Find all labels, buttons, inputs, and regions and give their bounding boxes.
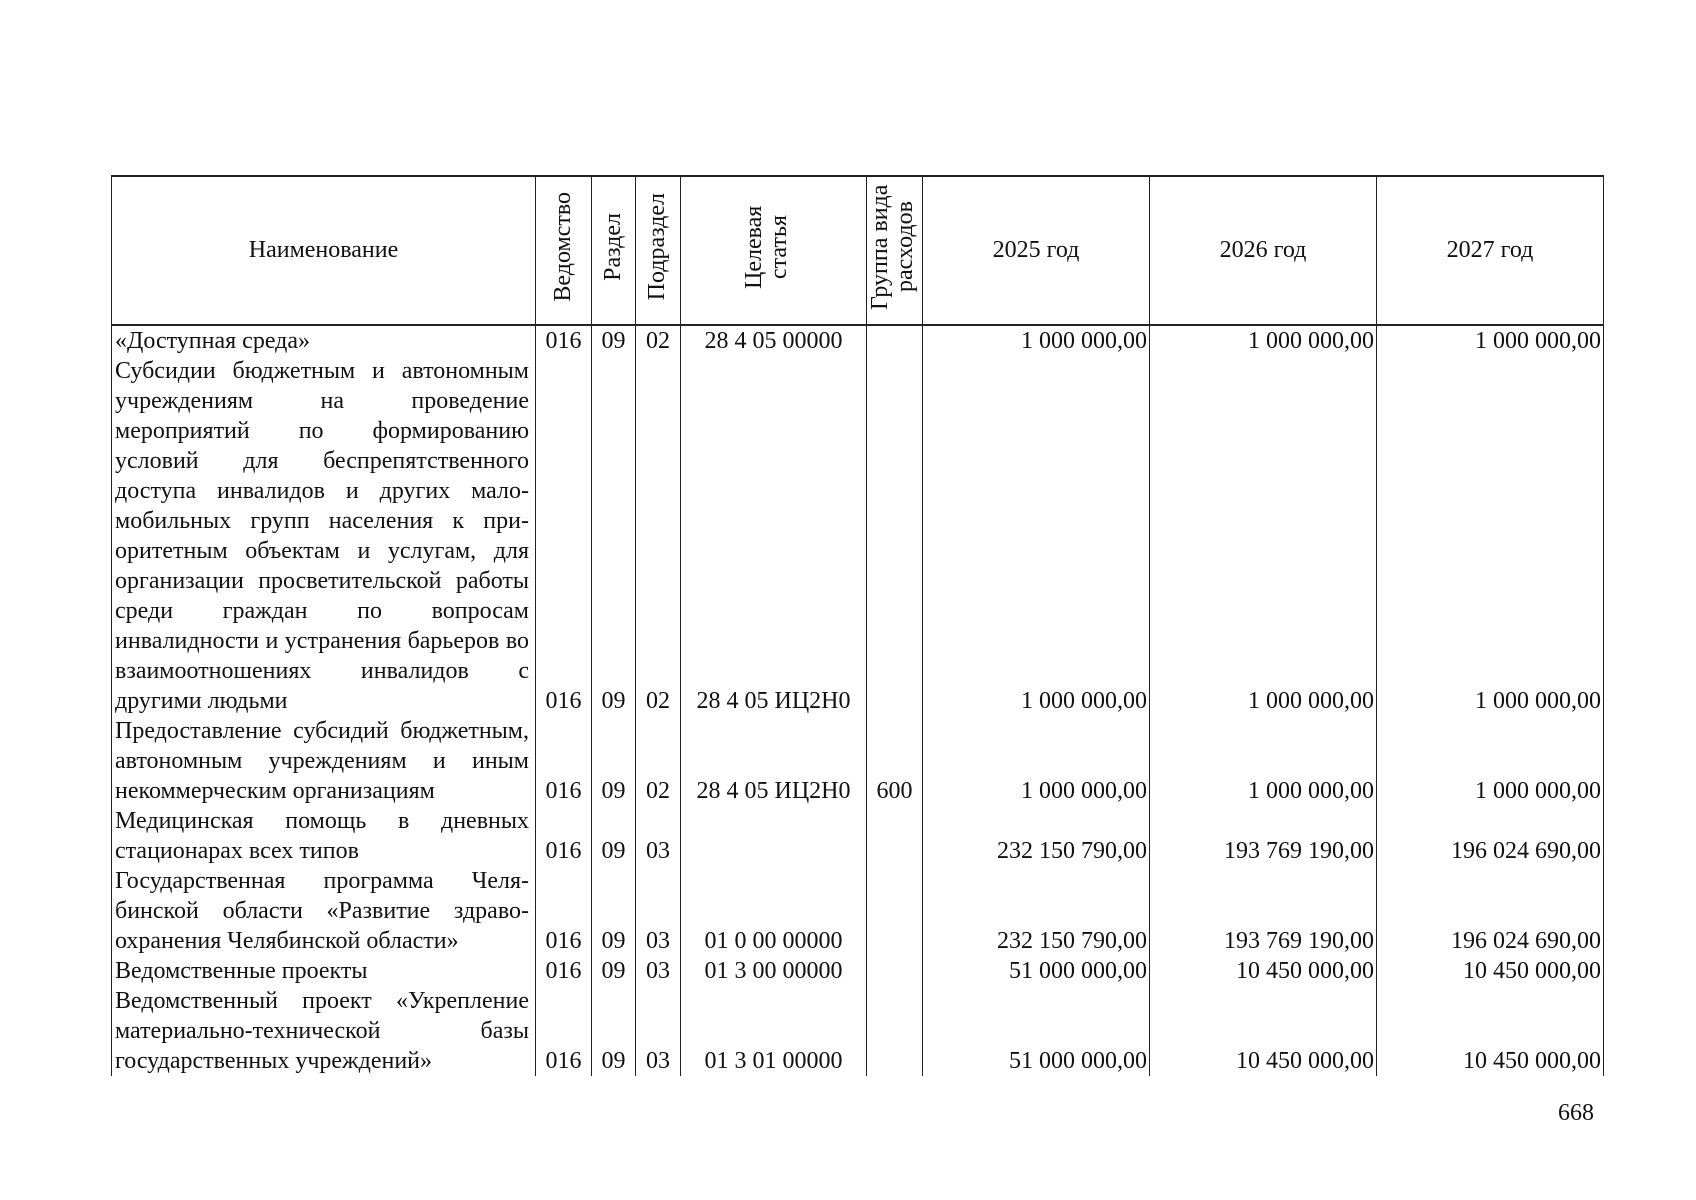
cell-dept: 016 — [536, 325, 592, 356]
cell-section: 09 — [592, 356, 636, 716]
table-row — [112, 986, 1604, 1076]
cell-y2026: 1 000 000,00 — [1150, 325, 1377, 356]
cell-subsection: 02 — [636, 325, 681, 356]
cell-section: 09 — [592, 716, 636, 806]
cell-section: 09 — [592, 806, 636, 866]
header-2027: 2027 год — [1377, 176, 1604, 325]
cell-y2027: 10 450 000,00 — [1377, 986, 1604, 1076]
cell-target: 01 0 00 00000 — [681, 866, 867, 956]
cell-section: 09 — [592, 325, 636, 356]
cell-y2027: 10 450 000,00 — [1377, 956, 1604, 986]
cell-y2027: 1 000 000,00 — [1377, 325, 1604, 356]
cell-dept: 016 — [536, 716, 592, 806]
table-body — [112, 325, 1604, 1076]
header-dept: Ведомство — [536, 176, 592, 325]
cell-subsection: 03 — [636, 956, 681, 986]
header-name: Наименование — [112, 176, 536, 325]
header-subsection: Подраздел — [636, 176, 681, 325]
cell-target: 28 4 05 ИЦ2Н0 — [681, 716, 867, 806]
cell-name: Государственная программа Челябинской области «Развитие здравоохранения Челябинской области» — [112, 866, 536, 956]
cell-subsection: 03 — [636, 986, 681, 1076]
cell-y2027: 196 024 690,00 — [1377, 866, 1604, 956]
table-row — [112, 356, 1604, 716]
cell-y2026: 10 450 000,00 — [1150, 956, 1377, 986]
header-section: Раздел — [592, 176, 636, 325]
header-group: Группа вида расходов — [867, 176, 923, 325]
cell-group — [867, 806, 923, 866]
header-2025: 2025 год — [923, 176, 1150, 325]
cell-y2027: 1 000 000,00 — [1377, 356, 1604, 716]
header-target: Целевая статья — [681, 176, 867, 325]
cell-y2026: 1 000 000,00 — [1150, 716, 1377, 806]
cell-dept: 016 — [536, 956, 592, 986]
cell-y2025: 1 000 000,00 — [923, 356, 1150, 716]
cell-group — [867, 986, 923, 1076]
cell-section: 09 — [592, 986, 636, 1076]
cell-y2025: 1 000 000,00 — [923, 716, 1150, 806]
cell-group — [867, 956, 923, 986]
table-row — [112, 956, 1604, 986]
cell-y2026: 193 769 190,00 — [1150, 866, 1377, 956]
cell-group — [867, 325, 923, 356]
cell-subsection: 02 — [636, 716, 681, 806]
cell-target: 28 4 05 ИЦ2Н0 — [681, 356, 867, 716]
table-row — [112, 325, 1604, 356]
cell-y2026: 1 000 000,00 — [1150, 356, 1377, 716]
cell-name: Предоставление субсидий бюджетным, автономным учреждениям и иным некоммерческим организациям — [112, 716, 536, 806]
cell-y2026: 10 450 000,00 — [1150, 986, 1377, 1076]
table-row — [112, 716, 1604, 806]
header-2026: 2026 год — [1150, 176, 1377, 325]
cell-name: Субсидии бюджетным и автономным учреждениям на проведение мероприятий по формированию условий для беспрепятственного доступа инвалидов и других маломобильных групп населения к приоритетным объектам и услугам, для организации просветительской работы среди граждан по вопросам инвалидности и устранения барьеров во взаимоотношениях инвалидов с другими людьми — [112, 356, 536, 716]
cell-name: Ведомственные проекты — [112, 956, 536, 986]
cell-y2027: 1 000 000,00 — [1377, 716, 1604, 806]
cell-name: «Доступная среда» — [112, 325, 536, 356]
cell-y2026: 193 769 190,00 — [1150, 806, 1377, 866]
cell-name: Ведомственный проект «Укрепление материально-технической базы государственных учреждений» — [112, 986, 536, 1076]
cell-name: Медицинская помощь в дневных стационарах всех типов — [112, 806, 536, 866]
cell-dept: 016 — [536, 986, 592, 1076]
cell-subsection: 03 — [636, 806, 681, 866]
cell-subsection: 02 — [636, 356, 681, 716]
table-header-row — [112, 176, 1604, 325]
cell-section: 09 — [592, 956, 636, 986]
cell-y2025: 1 000 000,00 — [923, 325, 1150, 356]
cell-target — [681, 806, 867, 866]
cell-y2027: 196 024 690,00 — [1377, 806, 1604, 866]
budget-table — [111, 175, 1604, 1076]
page-number: 668 — [1558, 1100, 1594, 1126]
cell-subsection: 03 — [636, 866, 681, 956]
table-row — [112, 806, 1604, 866]
cell-group — [867, 866, 923, 956]
cell-target: 28 4 05 00000 — [681, 325, 867, 356]
cell-dept: 016 — [536, 866, 592, 956]
cell-target: 01 3 00 00000 — [681, 956, 867, 986]
cell-y2025: 51 000 000,00 — [923, 986, 1150, 1076]
cell-y2025: 232 150 790,00 — [923, 866, 1150, 956]
cell-y2025: 51 000 000,00 — [923, 956, 1150, 986]
table-row — [112, 866, 1604, 956]
cell-y2025: 232 150 790,00 — [923, 806, 1150, 866]
cell-target: 01 3 01 00000 — [681, 986, 867, 1076]
cell-group: 600 — [867, 716, 923, 806]
cell-group — [867, 356, 923, 716]
cell-dept: 016 — [536, 806, 592, 866]
cell-section: 09 — [592, 866, 636, 956]
cell-dept: 016 — [536, 356, 592, 716]
